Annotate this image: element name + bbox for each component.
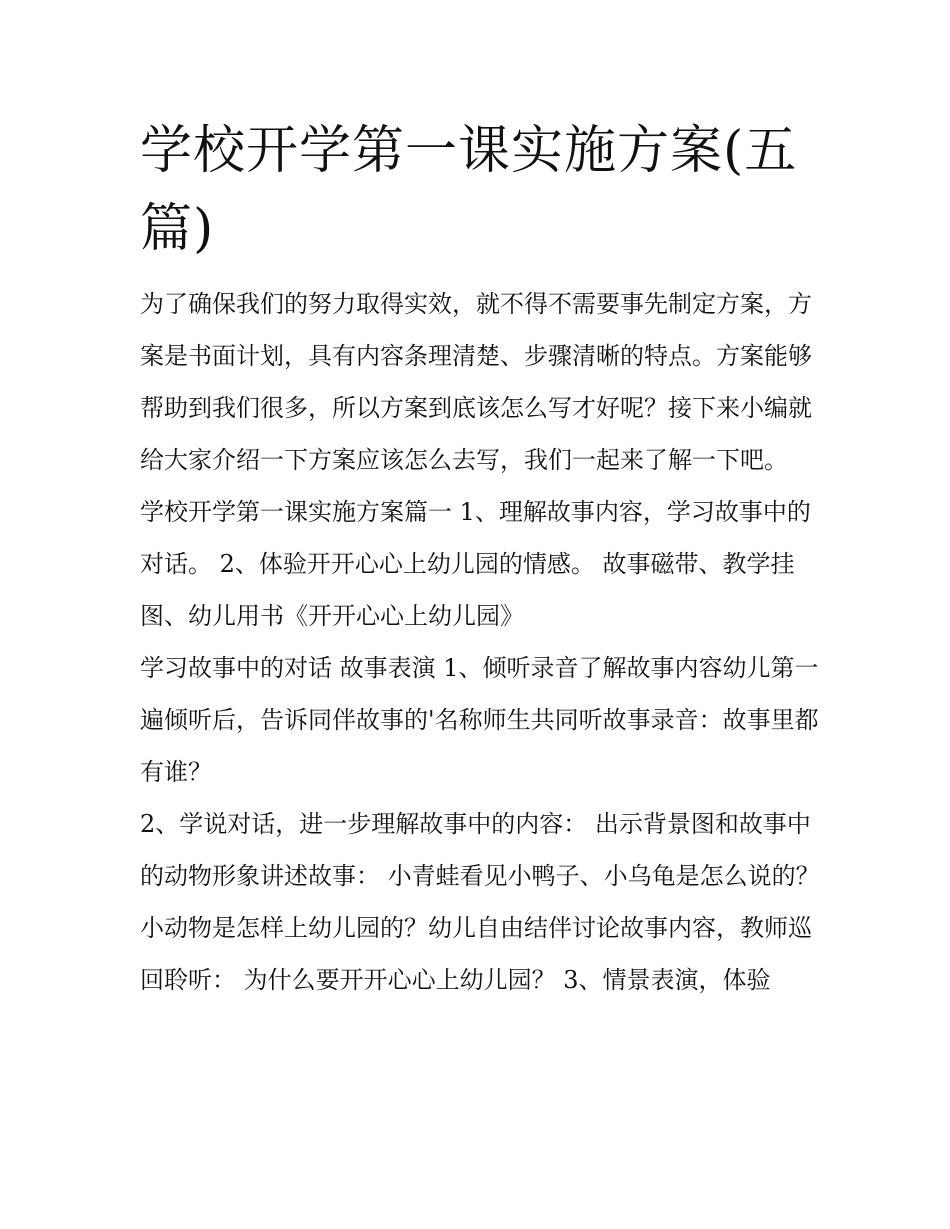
paragraph-step-3: 小动物是怎样上幼儿园的？幼儿自由结伴讨论故事内容，教师巡回聆听： 为什么要开开心心上幼儿园？ 3、情景表演，体验	[140, 914, 812, 994]
paragraph-step-2: 2、学说对话，进一步理解故事中的内容： 出示背景图和故事中的动物形象讲述故事： 小青蛙看见小鸭子、小乌龟是怎么说的？	[140, 810, 820, 890]
document-body	[140, 278, 820, 1006]
document-title: 学校开学第一课实施方案(五篇)	[140, 121, 798, 259]
paragraph-step-1: 学习故事中的对话 故事表演 1、倾听录音了解故事内容幼儿第一遍倾听后，告诉同伴故事的'名称师生共同听故事录音：故事里都有谁？	[140, 654, 819, 786]
paragraph-intro: 为了确保我们的努力取得实效，就不得不需要事先制定方案，方案是书面计划，具有内容条理清楚、步骤清晰的特点。方案能够帮助到我们很多，所以方案到底该怎么写才好呢？接下来小编就给大家介绍一下方案应该怎么去写，我们一起来了解一下吧。	[140, 290, 812, 474]
paragraph-goals: 学校开学第一课实施方案篇一 1、理解故事内容，学习故事中的对话。 2、体验开开心心上幼儿园的情感。 故事磁带、教学挂图、幼儿用书《开开心心上幼儿园》	[140, 498, 811, 630]
